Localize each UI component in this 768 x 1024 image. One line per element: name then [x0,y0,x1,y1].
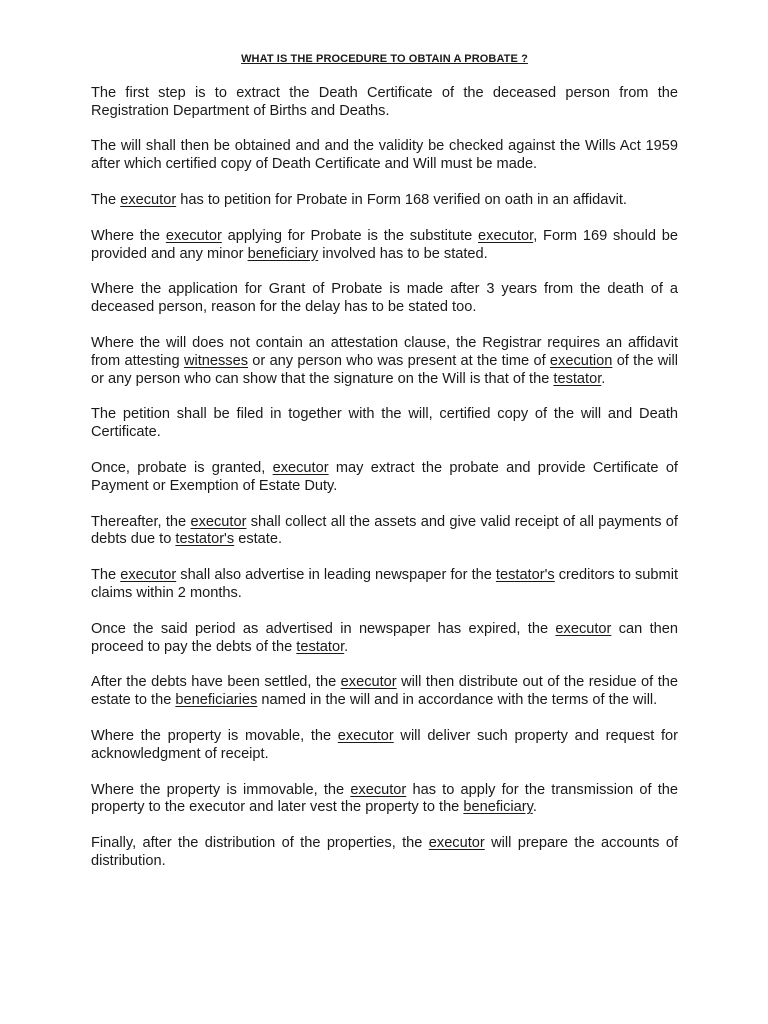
underlined-term: witnesses [183,352,249,369]
paragraph-text: After the debts have been settled, the [91,674,341,691]
paragraph-text: can then proceed to pay the debts of the [91,620,679,655]
underlined-term: executor [120,567,177,584]
paragraph-text: has to apply for the transmission of the property to the executor and later vest the property to the [91,781,678,816]
paragraph [91,281,678,317]
underlined-term: testator [553,370,602,387]
underlined-term: executor [478,227,534,244]
paragraph-text: Once the said period as advertised in newspaper has expired, the [91,620,556,637]
underlined-term: executor [350,781,407,798]
underlined-term: executor [190,513,247,530]
underlined-term: executor [555,620,612,637]
paragraph-text: Where the [91,227,166,244]
underlined-term: testator [296,638,345,655]
underlined-term: beneficiaries [175,692,258,709]
underlined-term: beneficiary [247,245,319,262]
paragraph-text: The [91,567,121,584]
underlined-term: executor [272,459,329,476]
underlined-term: executor [120,191,177,208]
paragraph [91,567,678,603]
paragraph [91,335,678,388]
paragraph-text: The first step is to extract the Death Certificate of the deceased person from the Registration Department of Births and Deaths. [91,84,678,119]
paragraph [91,621,678,657]
paragraph-text: . [344,638,349,655]
underlined-term: testator's [175,531,235,548]
paragraph-text: of the will or any person who can show that the signature on the Will is that of the [91,352,678,387]
paragraph [91,835,678,871]
paragraph [91,406,678,442]
document-page [91,51,678,889]
underlined-term: executor [165,227,222,244]
underlined-term: executor [428,835,485,852]
paragraph-text: creditors to submit claims within 2 months. [91,567,678,601]
paragraph [91,85,678,121]
paragraph-text: will prepare the accounts of distribution. [91,835,678,869]
paragraph-text: will deliver such property and request for acknowledgment of receipt. [91,727,678,762]
paragraph-text: shall also advertise in leading newspaper for the [176,567,496,584]
paragraph-text: Thereafter, the [91,513,191,530]
document-body [91,85,678,871]
paragraph-text: shall collect all the assets and give valid receipt of all payments of debts due to [91,513,678,548]
paragraph-text: , Form 169 should be provided and any minor [91,227,678,262]
underlined-term: executor [337,727,394,744]
paragraph-text: Where the property is movable, the [91,727,338,744]
paragraph-text: . [601,370,606,387]
paragraph-text: Once, probate is granted, [91,459,273,476]
paragraph-text: or any person who was present at the time of [248,352,550,369]
paragraph-text: Where the property is immovable, the [91,781,351,798]
paragraph [91,138,678,174]
paragraph-text: The petition shall be filed in together with the will, certified copy of the will and Death Certificate. [91,406,678,441]
paragraph-text: will then distribute out of the residue of the estate to the [91,674,678,709]
document-title: WHAT IS THE PROCEDURE TO OBTAIN A PROBATE ? [241,53,528,65]
paragraph-text: . [532,799,537,816]
paragraph-text: estate. [234,531,283,548]
paragraph [91,228,678,264]
paragraph-text: Where the application for Grant of Probate is made after 3 years from the death of a deceased person, reason for the delay has to be stated too. [91,281,678,316]
underlined-term: beneficiary [463,799,533,816]
paragraph [91,674,678,710]
paragraph [91,782,678,818]
paragraph [91,514,678,550]
paragraph-text: Where the will does not contain an attestation clause, the Registrar requires an affidavit from attesting [91,334,678,369]
paragraph-text: may extract the probate and provide Certificate of Payment or Exemption of Estate Duty. [91,459,678,494]
paragraph-text: named in the will and in accordance with the terms of the will. [257,692,658,709]
paragraph [91,460,678,496]
paragraph-text: involved has to be stated. [318,245,488,262]
paragraph [91,728,678,764]
underlined-term: executor [340,674,397,691]
paragraph-text: The will shall then be obtained and and the validity be checked against the Wills Act 1959 after which certified copy of Death Certificate and Will must be made. [91,138,678,173]
paragraph-text: Finally, after the distribution of the properties, the [91,835,429,852]
paragraph-text: The [91,191,121,208]
paragraph [91,192,678,210]
paragraph-text: has to petition for Probate in Form 168 verified on oath in an affidavit. [176,191,627,208]
underlined-term: execution [549,352,613,369]
underlined-term: testator's [495,567,555,584]
paragraph-text: applying for Probate is the substitute [221,227,479,244]
